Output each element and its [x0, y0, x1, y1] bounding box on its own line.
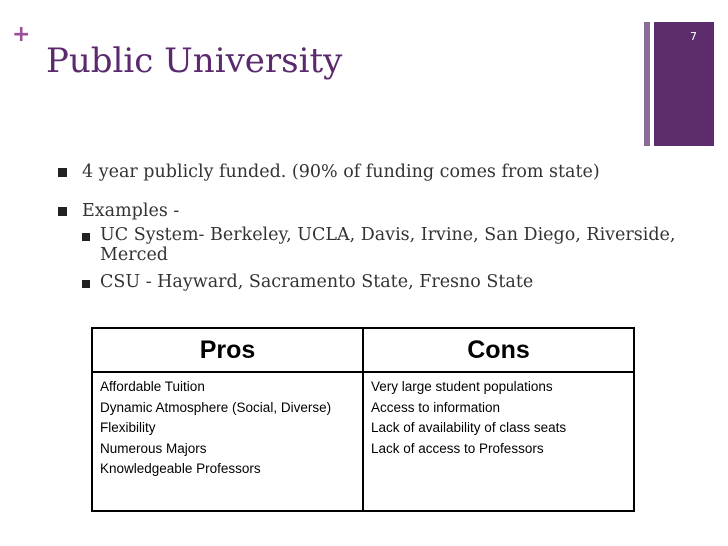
- bullet-list: [58, 162, 678, 293]
- cons-cell: [362, 373, 633, 510]
- sub-bullet-text: CSU - Hayward, Sacramento State, Fresno State: [100, 272, 534, 293]
- cons-item: Lack of availability of class seats: [371, 420, 567, 435]
- square-bullet-icon: [82, 233, 90, 241]
- cons-item: Access to information: [371, 399, 501, 415]
- plus-marker-icon: +: [12, 22, 31, 47]
- pros-item: Numerous Majors: [100, 440, 207, 456]
- pros-cell: [93, 373, 362, 510]
- pros-cons-table: [91, 327, 635, 512]
- accent-bar: [654, 22, 714, 146]
- square-bullet-icon: [82, 280, 90, 288]
- pros-item: Flexibility: [100, 420, 156, 435]
- table-header-row: [93, 329, 633, 373]
- square-bullet-icon: [58, 168, 67, 177]
- slide-title: Public University: [46, 41, 343, 81]
- pros-item: Dynamic Atmosphere (Social, Diverse): [100, 399, 332, 415]
- sub-bullet-item: [58, 273, 678, 293]
- cons-item: Very large student populations: [371, 379, 553, 394]
- cons-item: Lack of access to Professors: [371, 440, 544, 456]
- bullet-text: 4 year publicly funded. (90% of funding comes from state): [82, 162, 600, 182]
- header-pros: Pros: [199, 335, 256, 364]
- accent-bar-thin: [644, 22, 650, 146]
- square-bullet-icon: [58, 207, 67, 216]
- header-cons: Cons: [362, 329, 633, 371]
- table-body-row: [93, 373, 633, 510]
- sub-bullet-item: [58, 226, 678, 265]
- sub-bullet-text: UC System- Berkeley, UCLA, Davis, Irvine, San Diego, Riverside, Merced: [100, 225, 676, 265]
- pros-item: Affordable Tuition: [100, 379, 205, 394]
- pros-item: Knowledgeable Professors: [100, 461, 261, 476]
- bullet-item: [58, 162, 678, 183]
- slide-number: 7: [690, 30, 697, 43]
- bullet-text: Examples -: [82, 201, 180, 221]
- bullet-item: [58, 201, 678, 222]
